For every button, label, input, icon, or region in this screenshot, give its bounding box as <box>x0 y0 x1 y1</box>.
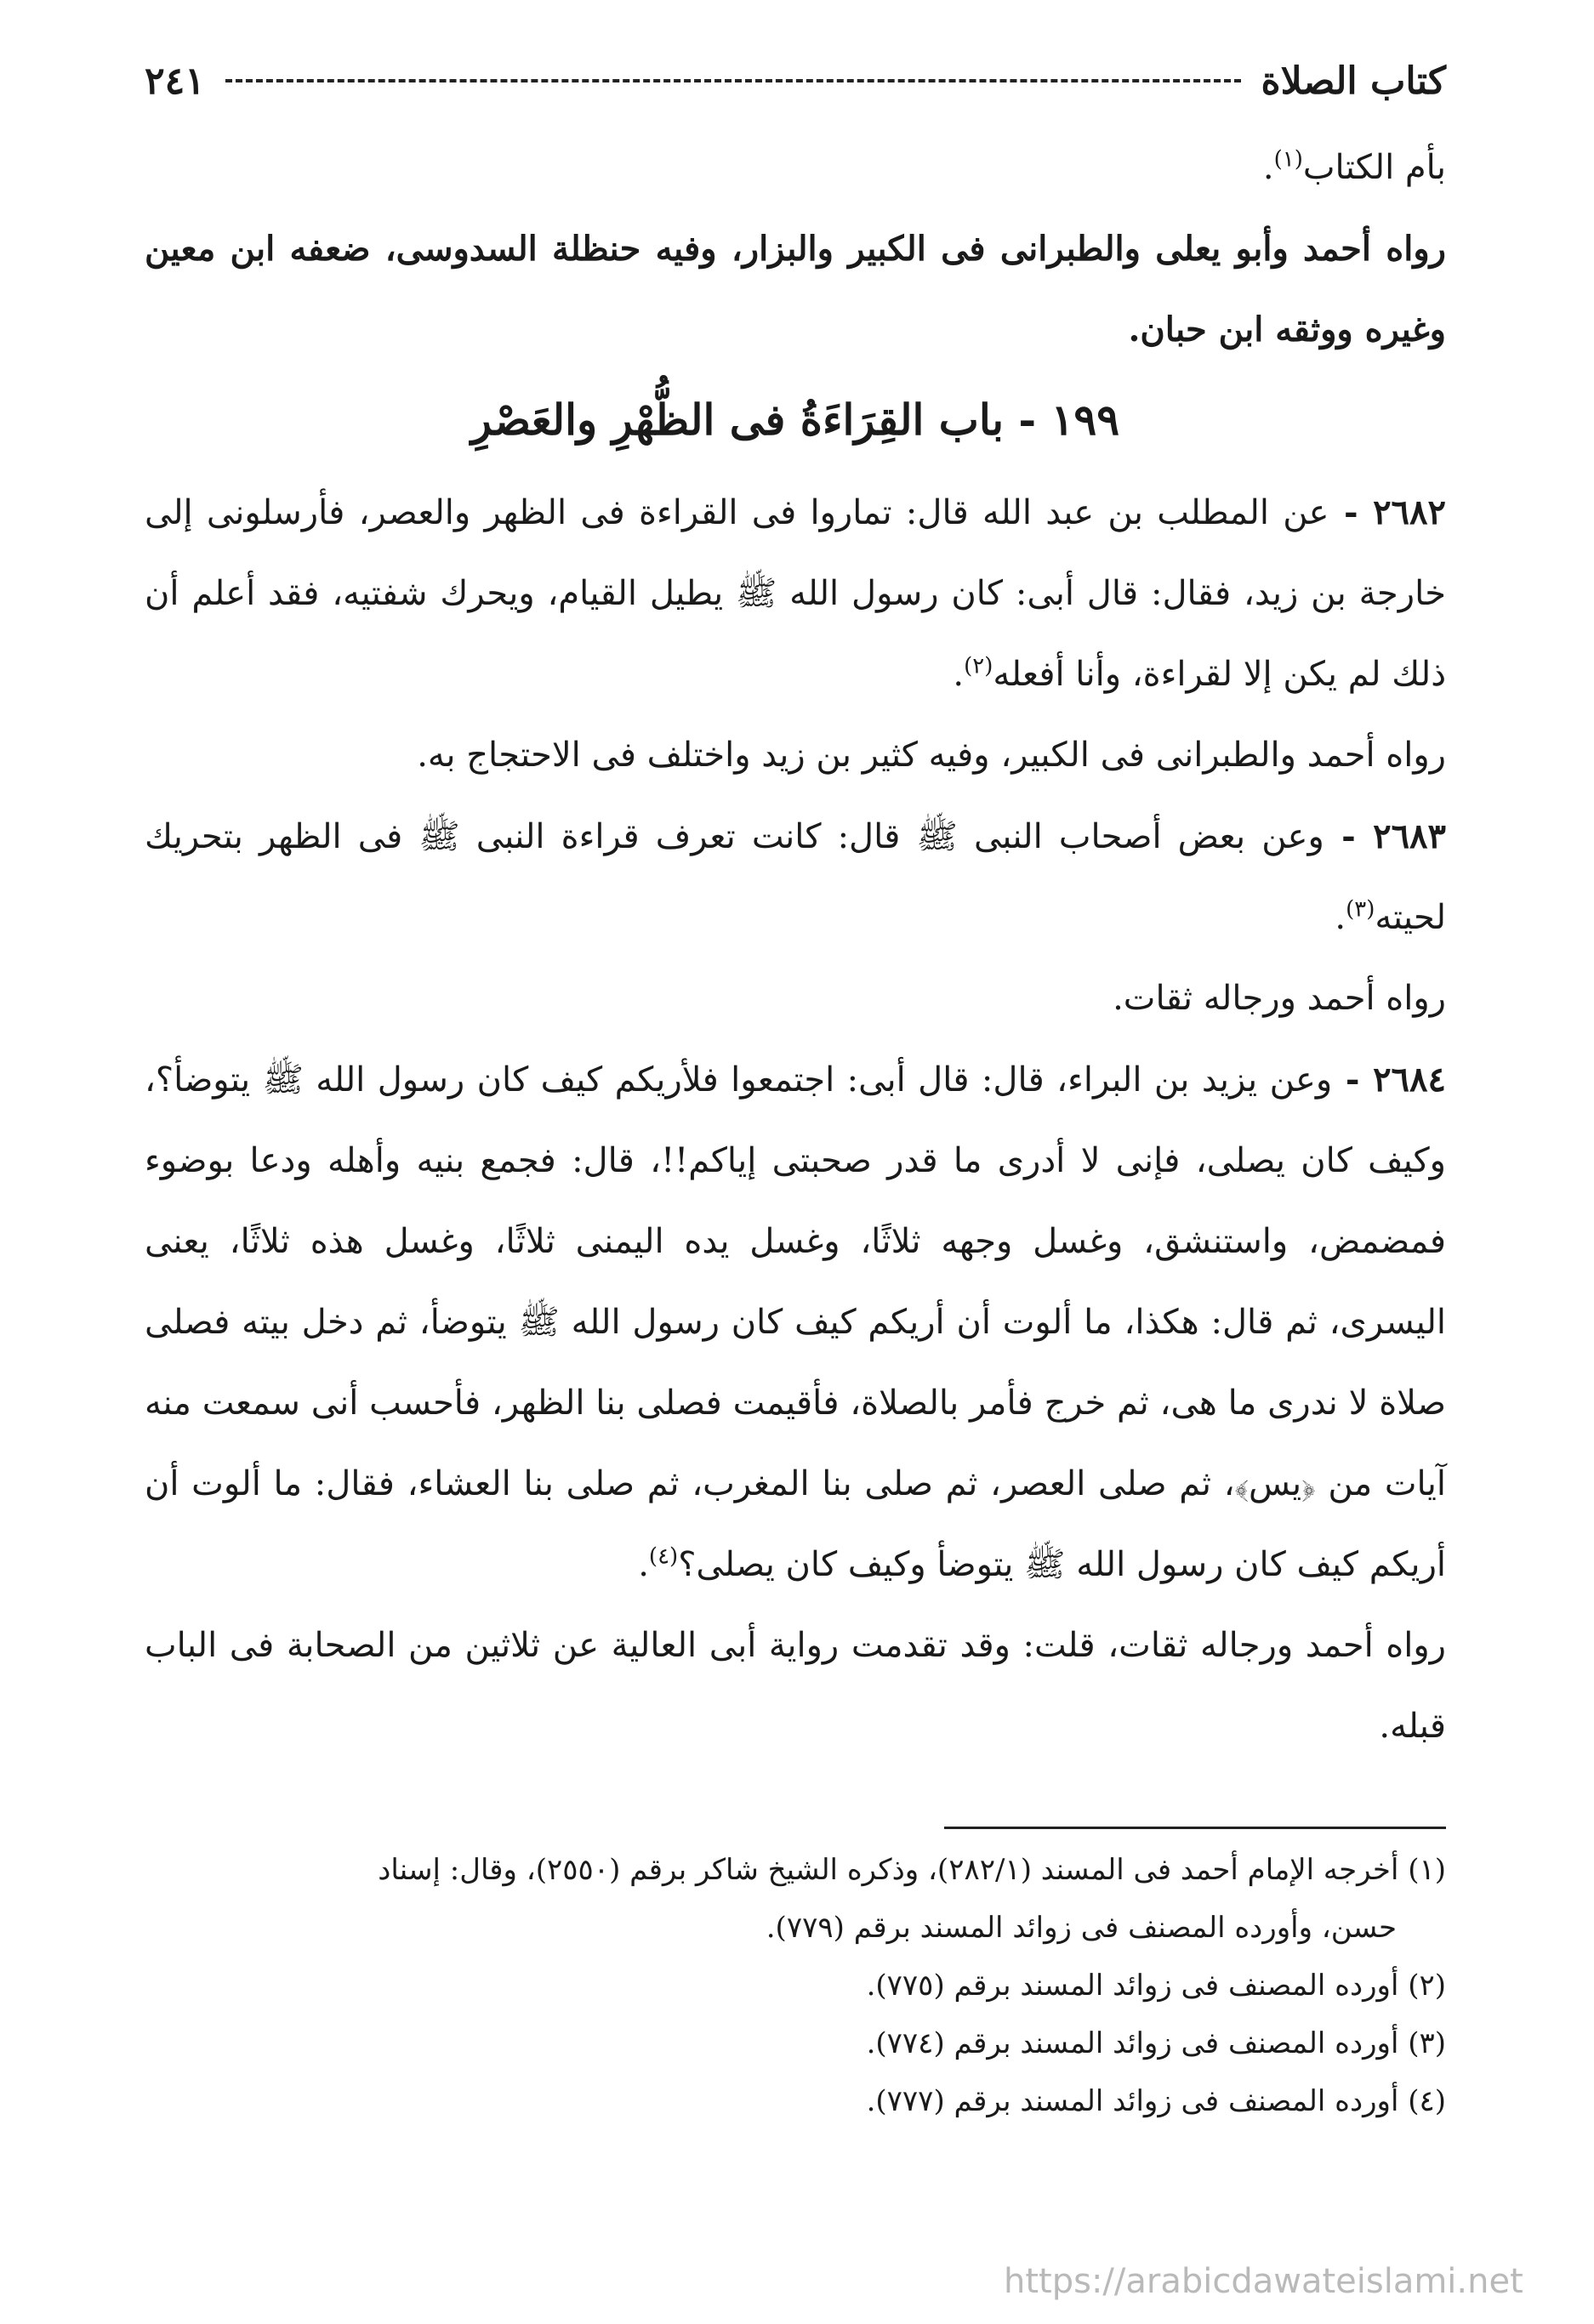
header-divider <box>225 79 1241 82</box>
hadith-number-2684: ٢٦٨٤ - <box>1332 1060 1446 1099</box>
hadith-text-2682: عن المطلب بن عبد الله قال: تماروا فى القراءة فى الظهر والعصر، فأرسلونى إلى خارجة بن زيد، فقال: قال أبى: كان رسول الله ﷺ يطيل القيام، ويحرك شفتيه، فقد أعلم أن ذلك لم يكن إلا لقراءة، وأنا أفعله <box>145 493 1446 694</box>
narration-source-4: رواه أحمد ورجاله ثقات، قلت: وقد تقدمت رواية أبى العالية عن ثلاثين من الصحابة فى الباب قبله. <box>145 1626 1446 1746</box>
footnote-2: (٢) أورده المصنف فى زوائد المسند برقم (٧٧٥). <box>866 1969 1446 2003</box>
intro-line <box>145 128 1446 208</box>
narration-source-3: رواه أحمد ورجاله ثقات. <box>1113 979 1446 1018</box>
footnote-ref-2: (٢) <box>964 653 993 679</box>
page-number: ٢٤١ <box>145 59 205 103</box>
narration-source-2: رواه أحمد والطبرانى فى الكبير، وفيه كثير بن زيد واختلف فى الاحتجاج به. <box>417 736 1446 775</box>
hadith-2682 <box>145 472 1446 715</box>
footnote-rule <box>944 1827 1446 1829</box>
chapter-heading: ١٩٩ - باب القِرَاءَةُ فى الظُّهْرِ والعَصْرِ <box>470 395 1120 445</box>
book-page <box>145 51 1446 2130</box>
footnote-ref-3: (٣) <box>1346 896 1375 923</box>
hadith-text-2683: وعن بعض أصحاب النبى ﷺ قال: كانت تعرف قراءة النبى ﷺ فى الظهر بتحريك لحيته <box>145 817 1446 937</box>
hadith-number-2682: ٢٦٨٢ - <box>1329 492 1446 532</box>
hadith-text-2684: وعن يزيد بن البراء، قال: قال أبى: اجتمعوا فلأريكم كيف كان رسول الله ﷺ يتوضأ؟، وكيف كان يصلى، فإنى لا أدرى ما قدر صحبتى إياكم!!، قال: فجمع بنيه وأهله ودعا بوضوء فمضمض، واستنشق، وغسل وجهه ثلاثًا، وغسل يده اليمنى ثلاثًا، وغسل هذه ثلاثًا، يعنى اليسرى، ثم قال: هكذا، ما ألوت أن أريكم كيف كان رسول الله ﷺ يتوضأ، ثم دخل بيته فصلى صلاة لا ندرى ما هى، ثم خرج فأمر بالصلاة، فأقيمت فصلى بنا الظهر، فأحسب أنى سمعت منه آيات من ﴿يس﴾، ثم صلى العصر، ثم صلى بنا المغرب، ثم صلى بنا العشاء، فقال: ما ألوت أن أريكم كيف كان رسول الله ﷺ يتوضأ وكيف كان يصلى؟ <box>145 1060 1446 1584</box>
hadith-2683 <box>145 796 1446 958</box>
intro-end: . <box>1262 148 1274 187</box>
footnote-ref-4: (٤) <box>648 1543 679 1570</box>
hadith-end-2683: . <box>1335 898 1346 937</box>
footnote-ref-1: (١) <box>1273 146 1303 173</box>
book-title: كتاب الصلاة <box>1261 59 1446 103</box>
running-header <box>145 51 1446 111</box>
hadith-end-2682: . <box>953 655 965 694</box>
footnote-1-line-2: حسن، وأورده المصنف فى زوائد المسند برقم (٧٧٩). <box>766 1911 1397 1945</box>
hadith-2684 <box>145 1039 1446 1605</box>
hadith-end-2684: . <box>638 1545 649 1584</box>
hadith-number-2683: ٢٦٨٣ - <box>1324 816 1447 856</box>
narration-source-1: رواه أحمد وأبو يعلى والطبرانى فى الكبير والبزار، وفيه حنظلة السدوسى، ضعفه ابن معين وغيره ووثقه ابن حبان. <box>145 229 1446 349</box>
section-spacer <box>145 1767 1446 1827</box>
footnote-4: (٤) أورده المصنف فى زوائد المسند برقم (٧٧٧). <box>866 2084 1446 2118</box>
intro-text: بأم الكتاب <box>1302 148 1446 187</box>
watermark-url: https://arabicdawateislami.net <box>1004 2262 1523 2301</box>
footnote-3: (٣) أورده المصنف فى زوائد المسند برقم (٧٧٤). <box>866 2026 1446 2060</box>
footnote-1-line-1: (١) أخرجه الإمام أحمد فى المسند (٢٨٢/١)، وذكره الشيخ شاكر برقم (٢٥٥٠)، وقال: إسناد <box>378 1853 1446 1887</box>
